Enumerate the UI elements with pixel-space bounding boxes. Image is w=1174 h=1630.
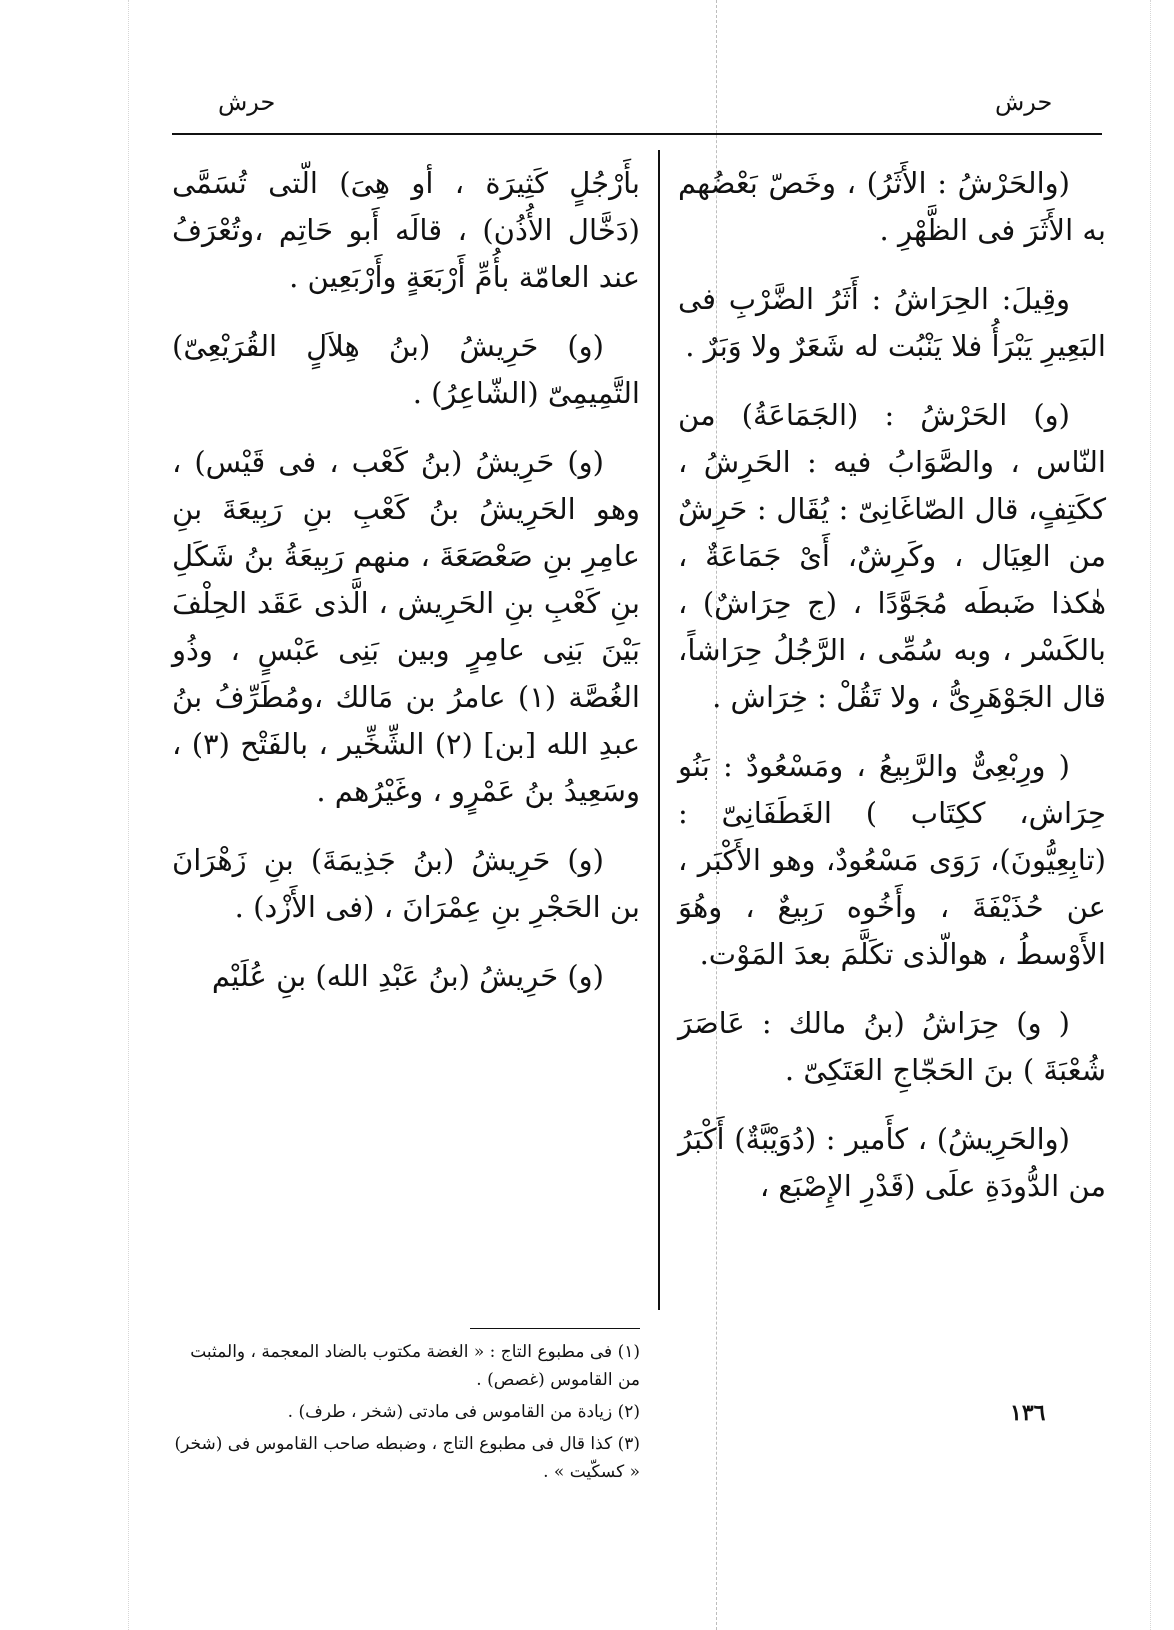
entry-paragraph: (و) الحَرْشُ : (الجَمَاعَةُ) من النّاس ، والصَّوَابُ فيه : الحَرِشُ ، ككَتِفٍ، قال الصّاغَانِىّ : يُقَال : حَرِشٌ من العِيَال ، وكَرِشٌ، أَىْ جَمَاعَةٌ ، هٰكذا ضَبطَه مُجَوَّدًا ، (ج حِرَاشٌ) ، بالكَسْر ، وبه سُمِّى ، الرَّجُلُ حِرَاشاً، قال الجَوْهَرِىُّ ، ولا تَقُلْ : خِرَاش . <box>678 398 1106 714</box>
entry-paragraph: (والحَرِيشُ) ، كأَمير : (دُوَيْبَّةٌ) أَكْبَرُ من الدُّودَةِ علَى (قَدْرِ الإِصْبَع ، <box>678 1122 1106 1203</box>
entry-paragraph: (و) حَرِيشُ (بنُ هِلاَلٍ القُرَيْعِىّ) التَّمِيمِىّ (الشّاعِرُ) . <box>172 329 640 410</box>
scan-edge-line-left <box>128 0 129 1630</box>
footnotes <box>172 1338 640 1490</box>
entry-paragraph: وقِيلَ: الحِرَاشُ : أَثَرُ الضَّرْبِ فى البَعِيرِ يَبْرَأُ فلا يَنْبُت له شَعَرٌ ولا وَبَرٌ . <box>678 282 1106 363</box>
entry-paragraph: بأَرْجُلٍ كَثِيرَة ، أو هِىَ) الّتى تُسَمَّى (دَخَّال الأُذُن) ، قالَه أَبو حَاتِم ،وتُعْرَفُ عند العامّة بأُمِّ أَرْبَعَةٍ وأَرْبَعِين . <box>172 166 640 294</box>
scan-edge-line-right <box>1150 0 1151 1630</box>
running-header-left: حرش <box>218 88 276 116</box>
entry-paragraph: (و) حَرِيشُ (بنُ عَبْدِ الله) بنِ عُلَيْم <box>211 959 604 993</box>
entry-paragraph: ( و) حِرَاشُ (بنُ مالك : عَاصَرَ شُعْبَةَ ) بنَ الحَجّاجِ العَتَكِىّ . <box>678 1006 1106 1087</box>
header-rule <box>172 133 1102 135</box>
page-number: ١٣٦ <box>1010 1400 1046 1426</box>
column-divider <box>658 150 660 1310</box>
footnote: (١) فى مطبوع التاج : « الغضة مكتوب بالضاد المعجمة ، والمثبت من القاموس (غصص) . <box>190 1342 640 1390</box>
left-column <box>172 160 640 1022</box>
entry-paragraph: (و) حَرِيشُ (بنُ كَعْب ، فى قَيْس) ، وهو الحَرِيشُ بنُ كَعْبِ بنِ رَبِيعَةَ بنِ عامِرِ بنِ صَعْصَعَةَ ، منهم رَبِيعَةُ بنُ شَكَلِ بنِ كَعْبِ بنِ الحَرِيش ، الَّذى عَقَد الحِلْفَ بَيْنَ بَنِى عامِرٍ وبين بَنِى عَبْسٍ ، وذُو الغُصَّة (١) عامرُ بن مَالك ،ومُطَرِّفُ بنُ عبدِ الله [بن] (٢) الشِّخِّير ، بالفَتْح (٣) ، وسَعِيدُ بنُ عَمْرٍو ، وغَيْرُهم . <box>172 445 641 808</box>
entry-paragraph: ( ورِبْعِىٌّ والرَّبِيعُ ، ومَسْعُودٌ : بَنُو حِرَاش، ككِتَاب ) الغَطَفَانِىّ : (تابِعِيُّونَ)، رَوَى مَسْعُودٌ، وهو الأَكْبَر ، عن حُذَيْفَةَ ، وأَخُوه رَبِيعٌ ، وهُوَ الأَوْسطُ ، هوالّذى تكَلَّمَ بعدَ المَوْت. <box>678 749 1106 971</box>
entry-paragraph: (و) حَرِيشُ (بنُ جَذِيمَةَ) بنِ زَهْرَانَ بن الحَجْرِ بنِ عِمْرَانَ ، (فى الأَزْد) . <box>172 843 640 924</box>
footnote-rule <box>470 1328 640 1329</box>
footnote: (٢) زيادة من القاموس فى مادتى (شخر ، طرف) . <box>287 1402 640 1422</box>
entry-paragraph: (والحَرْشُ : الأَثَرُ) ، وخَصّ بَعْضُهم به الأَثَرَ فى الظَّهْرِ . <box>678 166 1106 247</box>
running-header-right: حرش <box>995 88 1053 116</box>
right-column <box>678 160 1106 1232</box>
footnote: (٣) كذا قال فى مطبوع التاج ، وضبطه صاحب القاموس فى (شخر) « كسكّيت » . <box>174 1434 640 1482</box>
